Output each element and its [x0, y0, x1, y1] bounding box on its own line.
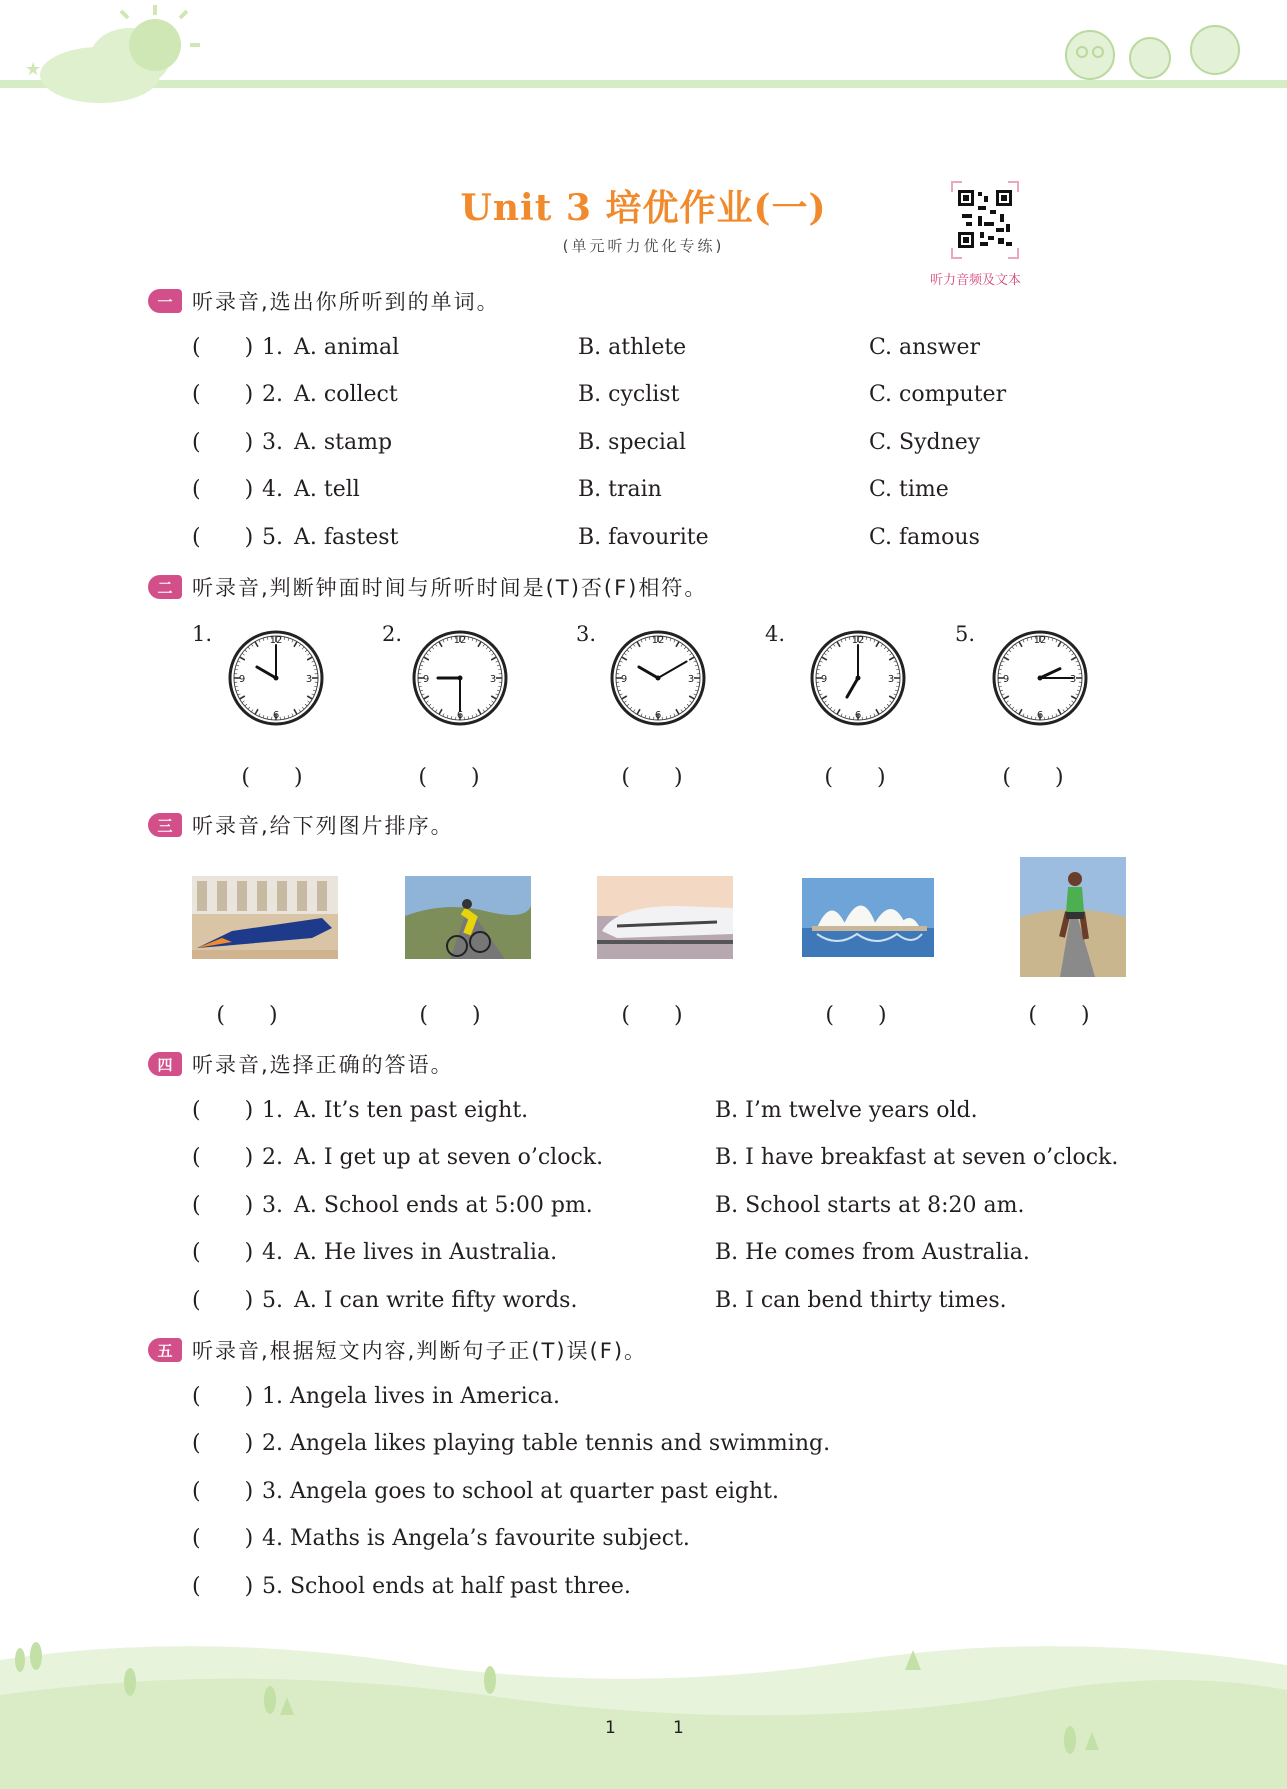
option-b: B. He comes from Australia. — [715, 1240, 1030, 1265]
picture-order-blank[interactable]: ( ) — [825, 1003, 887, 1028]
answer-blank[interactable]: ( ) — [192, 382, 254, 407]
clock-label: 3 — [887, 674, 895, 685]
question-number: 1. — [262, 1098, 283, 1123]
question-number: 3. — [262, 1193, 283, 1218]
section-title: 听录音,给下列图片排序。 — [192, 814, 454, 838]
clock-label: 6 — [272, 710, 280, 721]
clock-label: 6 — [456, 710, 464, 721]
clock-label: 9 — [422, 674, 430, 685]
option-b: B. I can bend thirty times. — [715, 1288, 1007, 1313]
answer-blank[interactable]: ( ) — [192, 1431, 254, 1456]
page-title: Unit 3 培优作业(一) — [460, 187, 827, 229]
section-badge: 一 — [148, 289, 182, 313]
question-number: 5. — [262, 1288, 283, 1313]
train-picture — [597, 876, 733, 959]
option-a: A. I can write fifty words. — [294, 1288, 578, 1313]
clock-label: 12 — [1033, 635, 1047, 646]
question-number: 4. — [262, 477, 283, 502]
clock-answer-blank[interactable]: ( ) — [824, 765, 886, 790]
qr-code-icon[interactable] — [950, 180, 1020, 260]
section-3-heading — [148, 810, 454, 840]
option-b: B. School starts at 8:20 am. — [715, 1193, 1025, 1218]
clock-label: 9 — [1002, 674, 1010, 685]
sydney-opera-house-picture — [802, 878, 934, 957]
answer-blank[interactable]: ( ) — [192, 1526, 254, 1551]
clock-number: 5. — [955, 622, 976, 646]
option-c: C. answer — [869, 335, 980, 360]
question-number: 4. — [262, 1240, 283, 1265]
statement-row — [192, 1382, 560, 1412]
title-block — [0, 180, 1287, 256]
option-b: B. athlete — [578, 335, 687, 360]
option-c: C. time — [869, 477, 949, 502]
answer-blank[interactable]: ( ) — [192, 1288, 254, 1313]
picture-order-blank[interactable]: ( ) — [216, 1003, 278, 1028]
answer-blank[interactable]: ( ) — [192, 525, 254, 550]
clock-label: 6 — [1036, 710, 1044, 721]
answer-blank[interactable]: ( ) — [192, 477, 254, 502]
clock-label: 9 — [238, 674, 246, 685]
question-row — [192, 1286, 1007, 1316]
question-row — [192, 1096, 978, 1126]
page-number: 1 — [605, 1718, 616, 1738]
statement-row — [192, 1429, 830, 1459]
option-a: A. It’s ten past eight. — [294, 1098, 529, 1123]
clock-label: 12 — [851, 635, 865, 646]
clock-label: 9 — [620, 674, 628, 685]
section-title: 听录音,判断钟面时间与所听时间是(T)否(F)相符。 — [192, 576, 708, 600]
option-b: B. train — [578, 477, 662, 502]
option-b: B. special — [578, 430, 687, 455]
section-4-heading — [148, 1049, 454, 1079]
option-a: A. School ends at 5:00 pm. — [294, 1193, 593, 1218]
clock-number: 1. — [192, 622, 213, 646]
question-row — [192, 475, 949, 505]
clock-label: 12 — [269, 635, 283, 646]
option-b: B. favourite — [578, 525, 709, 550]
question-row — [192, 1143, 1119, 1173]
question-number: 1. — [262, 335, 283, 360]
section-2-heading — [148, 572, 707, 602]
answer-blank[interactable]: ( ) — [192, 1098, 254, 1123]
picture-order-blank[interactable]: ( ) — [621, 1003, 683, 1028]
clock-label: 12 — [651, 635, 665, 646]
section-badge: 二 — [148, 575, 182, 599]
clock-label: 6 — [854, 710, 862, 721]
option-a: A. stamp — [294, 430, 393, 455]
section-title: 听录音,选择正确的答语。 — [192, 1053, 454, 1077]
clock-hub — [274, 676, 279, 681]
section-1-heading — [148, 286, 500, 316]
clock-face-icon — [608, 628, 708, 728]
statement-text: 4. Maths is Angela’s favourite subject. — [262, 1526, 690, 1551]
option-a: A. He lives in Australia. — [294, 1240, 558, 1265]
answer-blank[interactable]: ( ) — [192, 1574, 254, 1599]
answer-blank[interactable]: ( ) — [192, 1193, 254, 1218]
statement-row — [192, 1572, 631, 1602]
page-subtitle: (单元听力优化专练) — [562, 237, 725, 255]
answer-blank[interactable]: ( ) — [192, 1479, 254, 1504]
statement-text: 1. Angela lives in America. — [262, 1384, 561, 1409]
question-number: 2. — [262, 1145, 283, 1170]
option-c: C. famous — [869, 525, 980, 550]
footer-decoration — [0, 1620, 1287, 1789]
statement-text: 3. Angela goes to school at quarter past eight. — [262, 1479, 779, 1504]
option-a: A. I get up at seven o’clock. — [294, 1145, 604, 1170]
section-5-heading — [148, 1335, 647, 1365]
question-number: 2. — [262, 382, 283, 407]
picture-order-blank[interactable]: ( ) — [419, 1003, 481, 1028]
question-row — [192, 428, 981, 458]
answer-blank[interactable]: ( ) — [192, 430, 254, 455]
option-a: A. animal — [294, 335, 400, 360]
section-badge: 四 — [148, 1052, 182, 1076]
option-c: C. computer — [869, 382, 1007, 407]
clock-label: 3 — [489, 674, 497, 685]
picture-order-blank[interactable]: ( ) — [1028, 1003, 1090, 1028]
rocket-car-picture — [192, 876, 338, 959]
statement-row — [192, 1477, 779, 1507]
option-b: B. I’m twelve years old. — [715, 1098, 978, 1123]
clock-answer-blank[interactable]: ( ) — [621, 765, 683, 790]
clock-label: 3 — [687, 674, 695, 685]
runner-picture — [1020, 857, 1126, 977]
clock-hub — [1038, 676, 1043, 681]
clock-face-icon — [226, 628, 326, 728]
clock-face-icon — [990, 628, 1090, 728]
section-badge: 三 — [148, 813, 182, 837]
clock-number: 2. — [382, 622, 403, 646]
cyclist-picture — [405, 876, 531, 959]
section-title: 听录音,选出你所听到的单词。 — [192, 290, 500, 314]
question-number: 5. — [262, 525, 283, 550]
option-a: A. collect — [294, 382, 398, 407]
answer-blank[interactable]: ( ) — [192, 335, 254, 360]
option-b: B. I have breakfast at seven o’clock. — [715, 1145, 1119, 1170]
clock-label: 3 — [305, 674, 313, 685]
clock-face-icon — [410, 628, 510, 728]
clock-face-icon — [808, 628, 908, 728]
clock-answer-blank[interactable]: ( ) — [418, 765, 480, 790]
clock-number: 4. — [765, 622, 786, 646]
section-badge: 五 — [148, 1338, 182, 1362]
clock-label: 9 — [820, 674, 828, 685]
svg-text:★: ★ — [25, 59, 42, 80]
answer-blank[interactable]: ( ) — [192, 1384, 254, 1409]
question-row — [192, 333, 980, 363]
clock-answer-blank[interactable]: ( ) — [1002, 765, 1064, 790]
option-c: C. Sydney — [869, 430, 981, 455]
option-a: A. tell — [294, 477, 360, 502]
section-title: 听录音,根据短文内容,判断句子正(T)误(F)。 — [192, 1339, 648, 1363]
question-row — [192, 523, 980, 553]
question-row — [192, 1191, 1025, 1221]
clock-hub — [656, 676, 661, 681]
clock-hub — [458, 676, 463, 681]
option-a: A. fastest — [294, 525, 399, 550]
clock-hub — [856, 676, 861, 681]
answer-blank[interactable]: ( ) — [192, 1145, 254, 1170]
question-row — [192, 1238, 1030, 1268]
question-row — [192, 380, 1007, 410]
clock-number: 3. — [576, 622, 597, 646]
page-number: 1 — [673, 1718, 684, 1738]
clock-label: 6 — [654, 710, 662, 721]
qr-caption: 听力音频及文本 — [930, 273, 1022, 288]
clock-answer-blank[interactable]: ( ) — [241, 765, 303, 790]
clock-label: 12 — [453, 635, 467, 646]
option-b: B. cyclist — [578, 382, 680, 407]
statement-text: 2. Angela likes playing table tennis and swimming. — [262, 1431, 831, 1456]
question-number: 3. — [262, 430, 283, 455]
answer-blank[interactable]: ( ) — [192, 1240, 254, 1265]
clock-label: 3 — [1069, 674, 1077, 685]
header-decoration — [0, 0, 1287, 110]
statement-text: 5. School ends at half past three. — [262, 1574, 631, 1599]
statement-row — [192, 1524, 690, 1554]
